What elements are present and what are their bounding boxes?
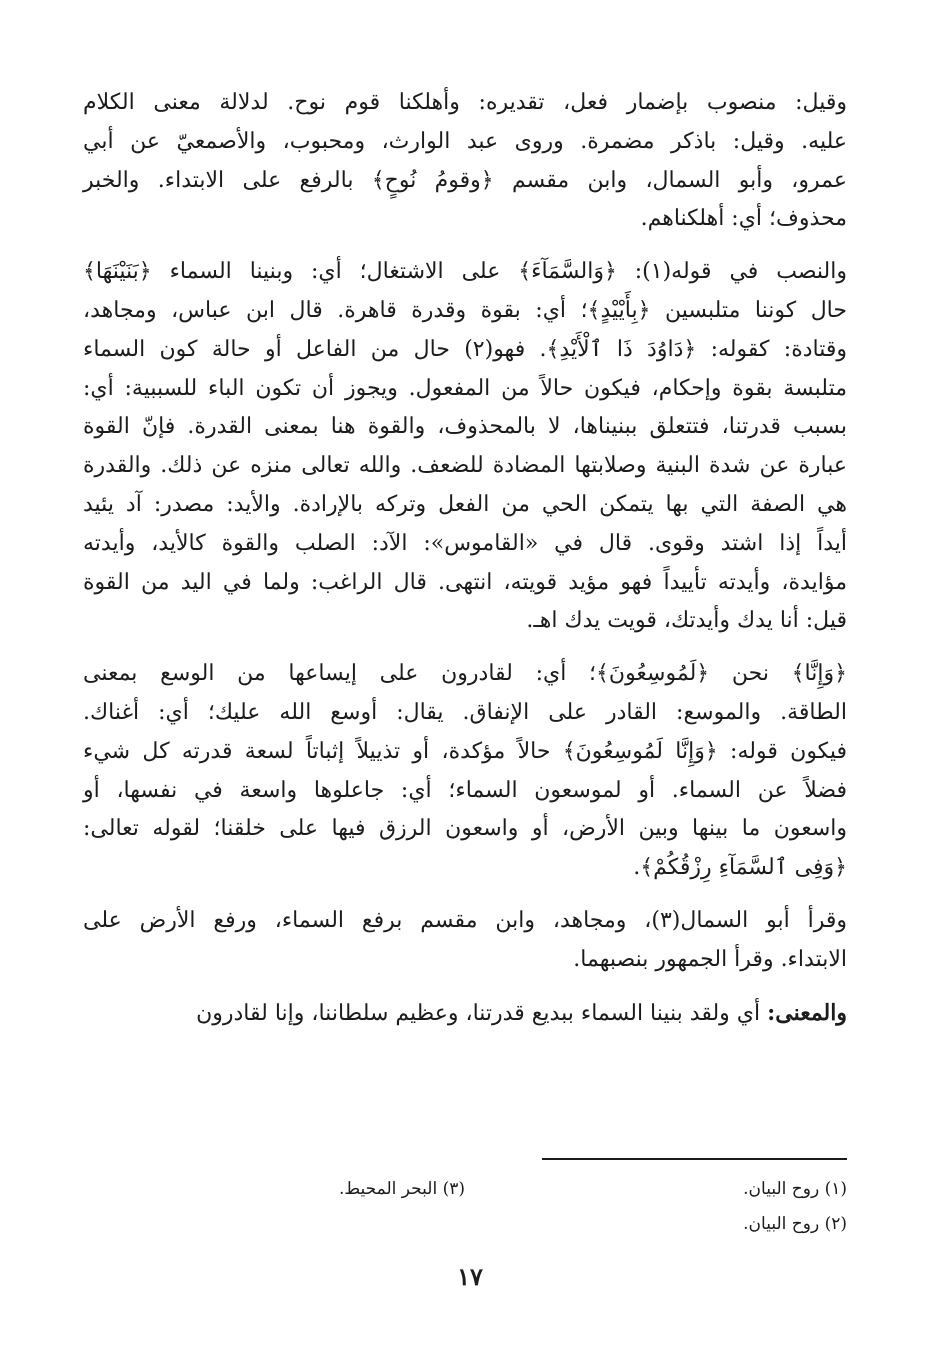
footnotes xyxy=(83,1172,847,1242)
text-line: هي الصفة التي بها يتمكن الحي من الفعل وتركه بالإرادة. والأيد: مصدر: آد يئيد xyxy=(83,491,847,517)
meaning-paragraph xyxy=(83,994,847,1034)
text-line: قيل: أنا يدك وأيدتك، قويت يدك اهـ. xyxy=(526,608,847,634)
text-line: مؤايدة، وأيدته تأييداً فهو مؤيد قويته، انتهى. قال الراغب: ولما في اليد من القوة xyxy=(83,569,847,595)
footnote-2: (٢) روح البيان. xyxy=(743,1214,847,1234)
text-line xyxy=(83,994,847,1034)
footnote-divider xyxy=(542,1158,847,1160)
text-line: ﴿وَإِنَّا﴾ نحن ﴿لَمُوسِعُونَ﴾؛ أي: لقادرون على إيساعها من الوسع بمعنى xyxy=(83,661,847,687)
page-number: ١٧ xyxy=(457,1262,483,1291)
paragraph-1 xyxy=(83,84,847,239)
meaning-label: والمعنى: xyxy=(767,999,847,1026)
text-line: متلبسة بقوة وإحكام، فيكون حالاً من المفعول. ويجوز أن تكون الباء للسببية: أي: xyxy=(83,375,847,401)
text-line: والنصب في قوله(١): ﴿وَالسَّمَآءَ﴾ على الاشتغال؛ أي: وبنينا السماء ﴿بَنَيْنَهَا﴾ xyxy=(83,259,847,285)
text-line: الطاقة. والموسع: القادر على الإنفاق. يقال: أوسع الله عليك؛ أي: أغناك. xyxy=(83,699,847,725)
text-line: أيداً إذا اشتد وقوى. قال في «القاموس»: الآد: الصلب والقوة كالأيد، وأيدته xyxy=(83,530,847,556)
meaning-text: أي ولقد بنينا السماء ببديع قدرتنا، وعظيم سلطاننا، وإنا لقادرون xyxy=(196,1000,768,1026)
text-line: واسعون ما بينها وبين الأرض، أو واسعون الرزق فيها على خلقنا؛ لقوله تعالى: xyxy=(83,816,847,842)
text-line: حال كوننا متلبسين ﴿بِأَيْيْدٍ﴾؛ أي: بقوة وقدرة قاهرة. قال ابن عباس، ومجاهد، xyxy=(83,297,847,323)
paragraph-3 xyxy=(83,655,847,888)
footnote-1: (١) روح البيان. xyxy=(743,1179,847,1199)
text-line: فضلاً عن السماء. أو لموسعون السماء؛ أي: جاعلوها واسعة في نفسها، أو xyxy=(83,777,847,803)
footnotes-row-1 xyxy=(83,1172,847,1207)
text-line: عبارة عن شدة البنية وصلابتها المضادة للضعف. والله تعالى منزه عن ذلك. والقدرة xyxy=(83,453,847,479)
text-line: وقتادة: كقوله: ﴿دَاوُدَ ذَا ٱلْأَيْدِ﴾. فهو(٢) حال من الفاعل أو حالة كون السماء xyxy=(83,336,847,362)
paragraph-2 xyxy=(83,253,847,641)
text-line: عمرو، وأبو السمال، وابن مقسم ﴿وقومُ نُوحٍ﴾ بالرفع على الابتداء. والخبر xyxy=(83,167,847,193)
text-line: فيكون قوله: ﴿وَإِنَّا لَمُوسِعُونَ﴾ حالاً مؤكدة، أو تذييلاً إثباتاً لسعة قدرته كل شيء xyxy=(83,738,847,764)
text-line: عليه. وقيل: باذكر مضمرة. وروى عبد الوارث، ومحبوب، والأصمعيّ عن أبي xyxy=(83,128,847,154)
text-line: وقيل: منصوب بإضمار فعل، تقديره: وأهلكنا قوم نوح. لدلالة معنى الكلام xyxy=(83,90,847,115)
text-line: محذوف؛ أي: أهلكناهم. xyxy=(640,206,847,232)
text-line: ﴿وَفِى ٱلسَّمَآءِ رِزْقُكُمْ﴾. xyxy=(633,855,847,881)
text-line: وقرأ أبو السمال(٣)، ومجاهد، وابن مقسم برفع السماء، ورفع الأرض على xyxy=(83,907,847,933)
footnote-3: (٣) البحر المحيط. xyxy=(339,1179,465,1199)
paragraph-4 xyxy=(83,902,847,980)
text-line: الابتداء. وقرأ الجمهور بنصبهما. xyxy=(573,946,847,972)
text-line: بسبب قدرتنا، فتتعلق ببنيناها، لا بالمحذوف، والقوة هنا بمعنى القدرة. فإنّ القوة xyxy=(83,414,847,440)
footnotes-row-2 xyxy=(83,1207,847,1242)
